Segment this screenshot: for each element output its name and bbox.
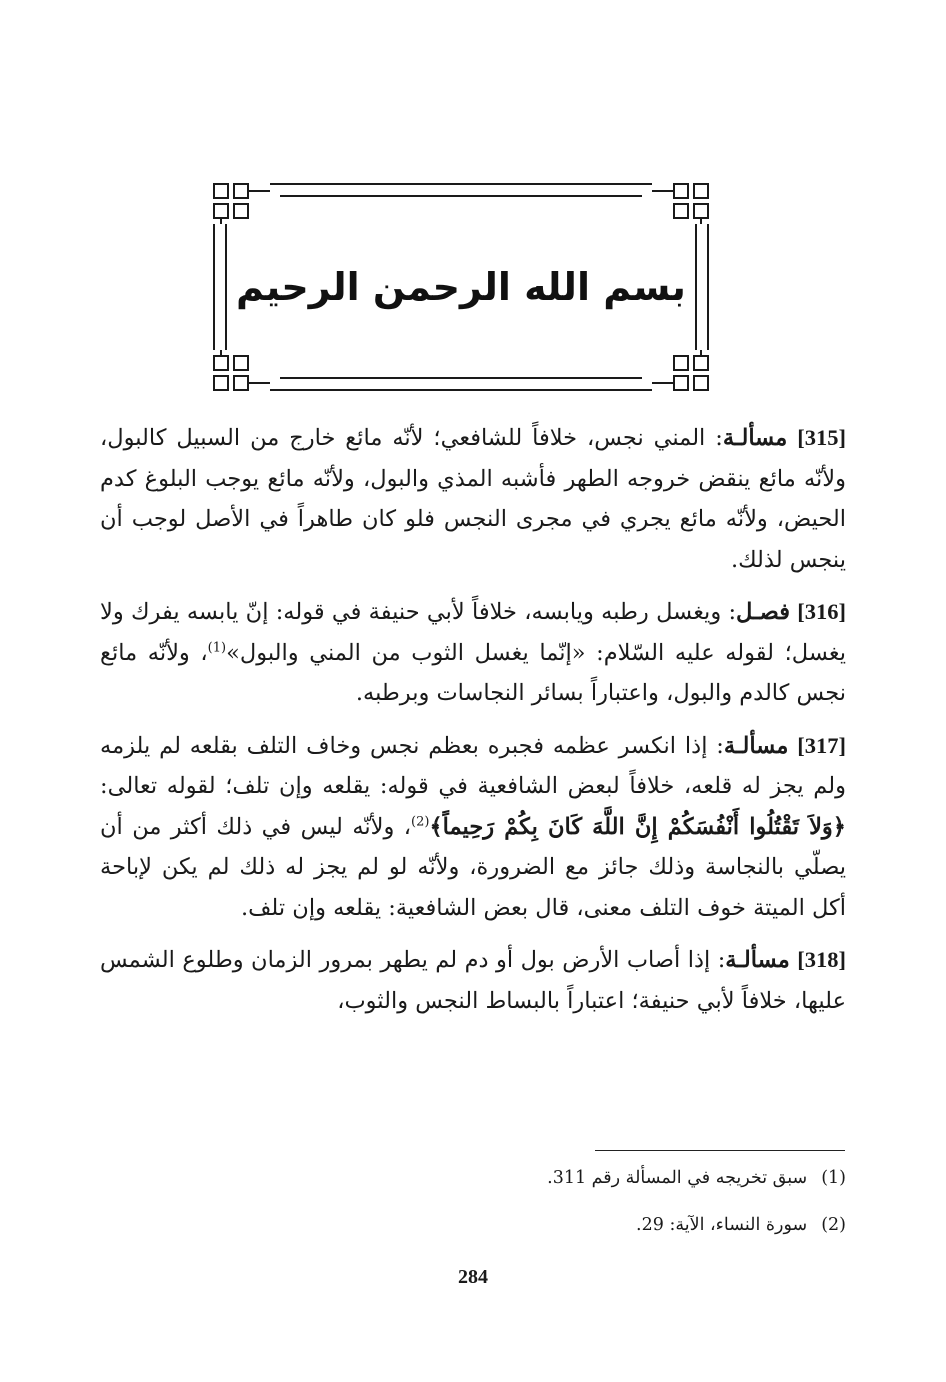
basmala-frame bbox=[210, 180, 712, 394]
paragraph-text: : المني نجس، خلافاً للشافعي؛ لأنّه مائع خارج من السبيل كالبول، ولأنّه مائع ينقض خروجه الطهر فأشبه المذي والبول، ولأنّه مائع يوجب البلوغ كدم الحيض، ولأنّه مائع يجري في مجرى النجس فلو كان طاهراً في الأصل لوجب أن ينجس لذلك. bbox=[100, 425, 846, 573]
paragraph-316 bbox=[100, 592, 846, 714]
footnote-divider bbox=[595, 1150, 845, 1151]
basmala-heading: بسم الله الرحمن الرحيم bbox=[236, 265, 686, 309]
issue-number: [317] bbox=[797, 732, 846, 758]
issue-number: [318] bbox=[797, 947, 846, 972]
quran-verse: ﴿وَلاَ تَقْتُلُوا أَنْفُسَكُمْ إِنَّ اللَّهَ كَانَ بِكُمْ رَحِيماً﴾ bbox=[429, 813, 846, 840]
main-text bbox=[100, 418, 846, 1033]
issue-keyword: مسألـة bbox=[722, 425, 788, 451]
footnote-number: (1) bbox=[821, 1168, 846, 1188]
paragraph-318 bbox=[100, 940, 846, 1021]
issue-number: [315] bbox=[797, 425, 846, 450]
paragraph-text-continued: ، ولأنّه ليس في ذلك أكثر من أن يصلّي بالنجاسة وذلك جائز مع الضرورة، ولأنّه لو لم يجز له ذلك لم يكن لإباحة أكل الميتة خوف التلف معنى، قال بعض الشافعية: يقلعه وإن تلف. bbox=[100, 813, 846, 921]
paragraph-317 bbox=[100, 726, 846, 929]
paragraph-text-continued: ، ولأنّه مائع نجس كالدم والبول، واعتباراً بسائر النجاسات وبرطبه. bbox=[100, 639, 846, 706]
paragraph-text: : إذا انكسر عظمه فجبره بعظم نجس وخاف التلف بقلعه لم يلزمه ولم يجز له قلعه، خلافاً لبعض الشافعية في قوله: يقلعه وإن تلف؛ لقوله تعالى: bbox=[100, 732, 846, 799]
paragraph-text: : إذا أصاب الأرض بول أو دم لم يطهر بمرور الزمان وطلوع الشمس عليها، خلافاً لأبي حنيفة؛ اعتباراً بالبساط النجس والثوب، bbox=[100, 947, 846, 1014]
footnote-ref: (1) bbox=[207, 640, 227, 655]
footnote-number: (2) bbox=[821, 1215, 846, 1235]
footnote-1 bbox=[547, 1166, 846, 1190]
paragraph-text: : ويغسل رطبه ويابسه، خلافاً لأبي حنيفة في قوله: إنّ يابسه يفرك ولا يغسل؛ لقوله عليه السّلام: «إنّما يغسل الثوب من المني والبول» bbox=[100, 599, 847, 666]
footnote-text: سورة النساء، الآية: 29. bbox=[636, 1215, 808, 1235]
page-number: 284 bbox=[458, 1266, 488, 1288]
footnote-ref: (2) bbox=[411, 814, 430, 829]
footnote-2 bbox=[636, 1213, 846, 1237]
issue-keyword: مسألـة bbox=[725, 947, 790, 973]
issue-number: [316] bbox=[797, 599, 846, 624]
issue-keyword: فصـل bbox=[736, 599, 790, 625]
issue-keyword: مسألـة bbox=[723, 732, 789, 759]
footnote-text: سبق تخريجه في المسألة رقم 311. bbox=[547, 1168, 808, 1188]
paragraph-315 bbox=[100, 418, 846, 580]
